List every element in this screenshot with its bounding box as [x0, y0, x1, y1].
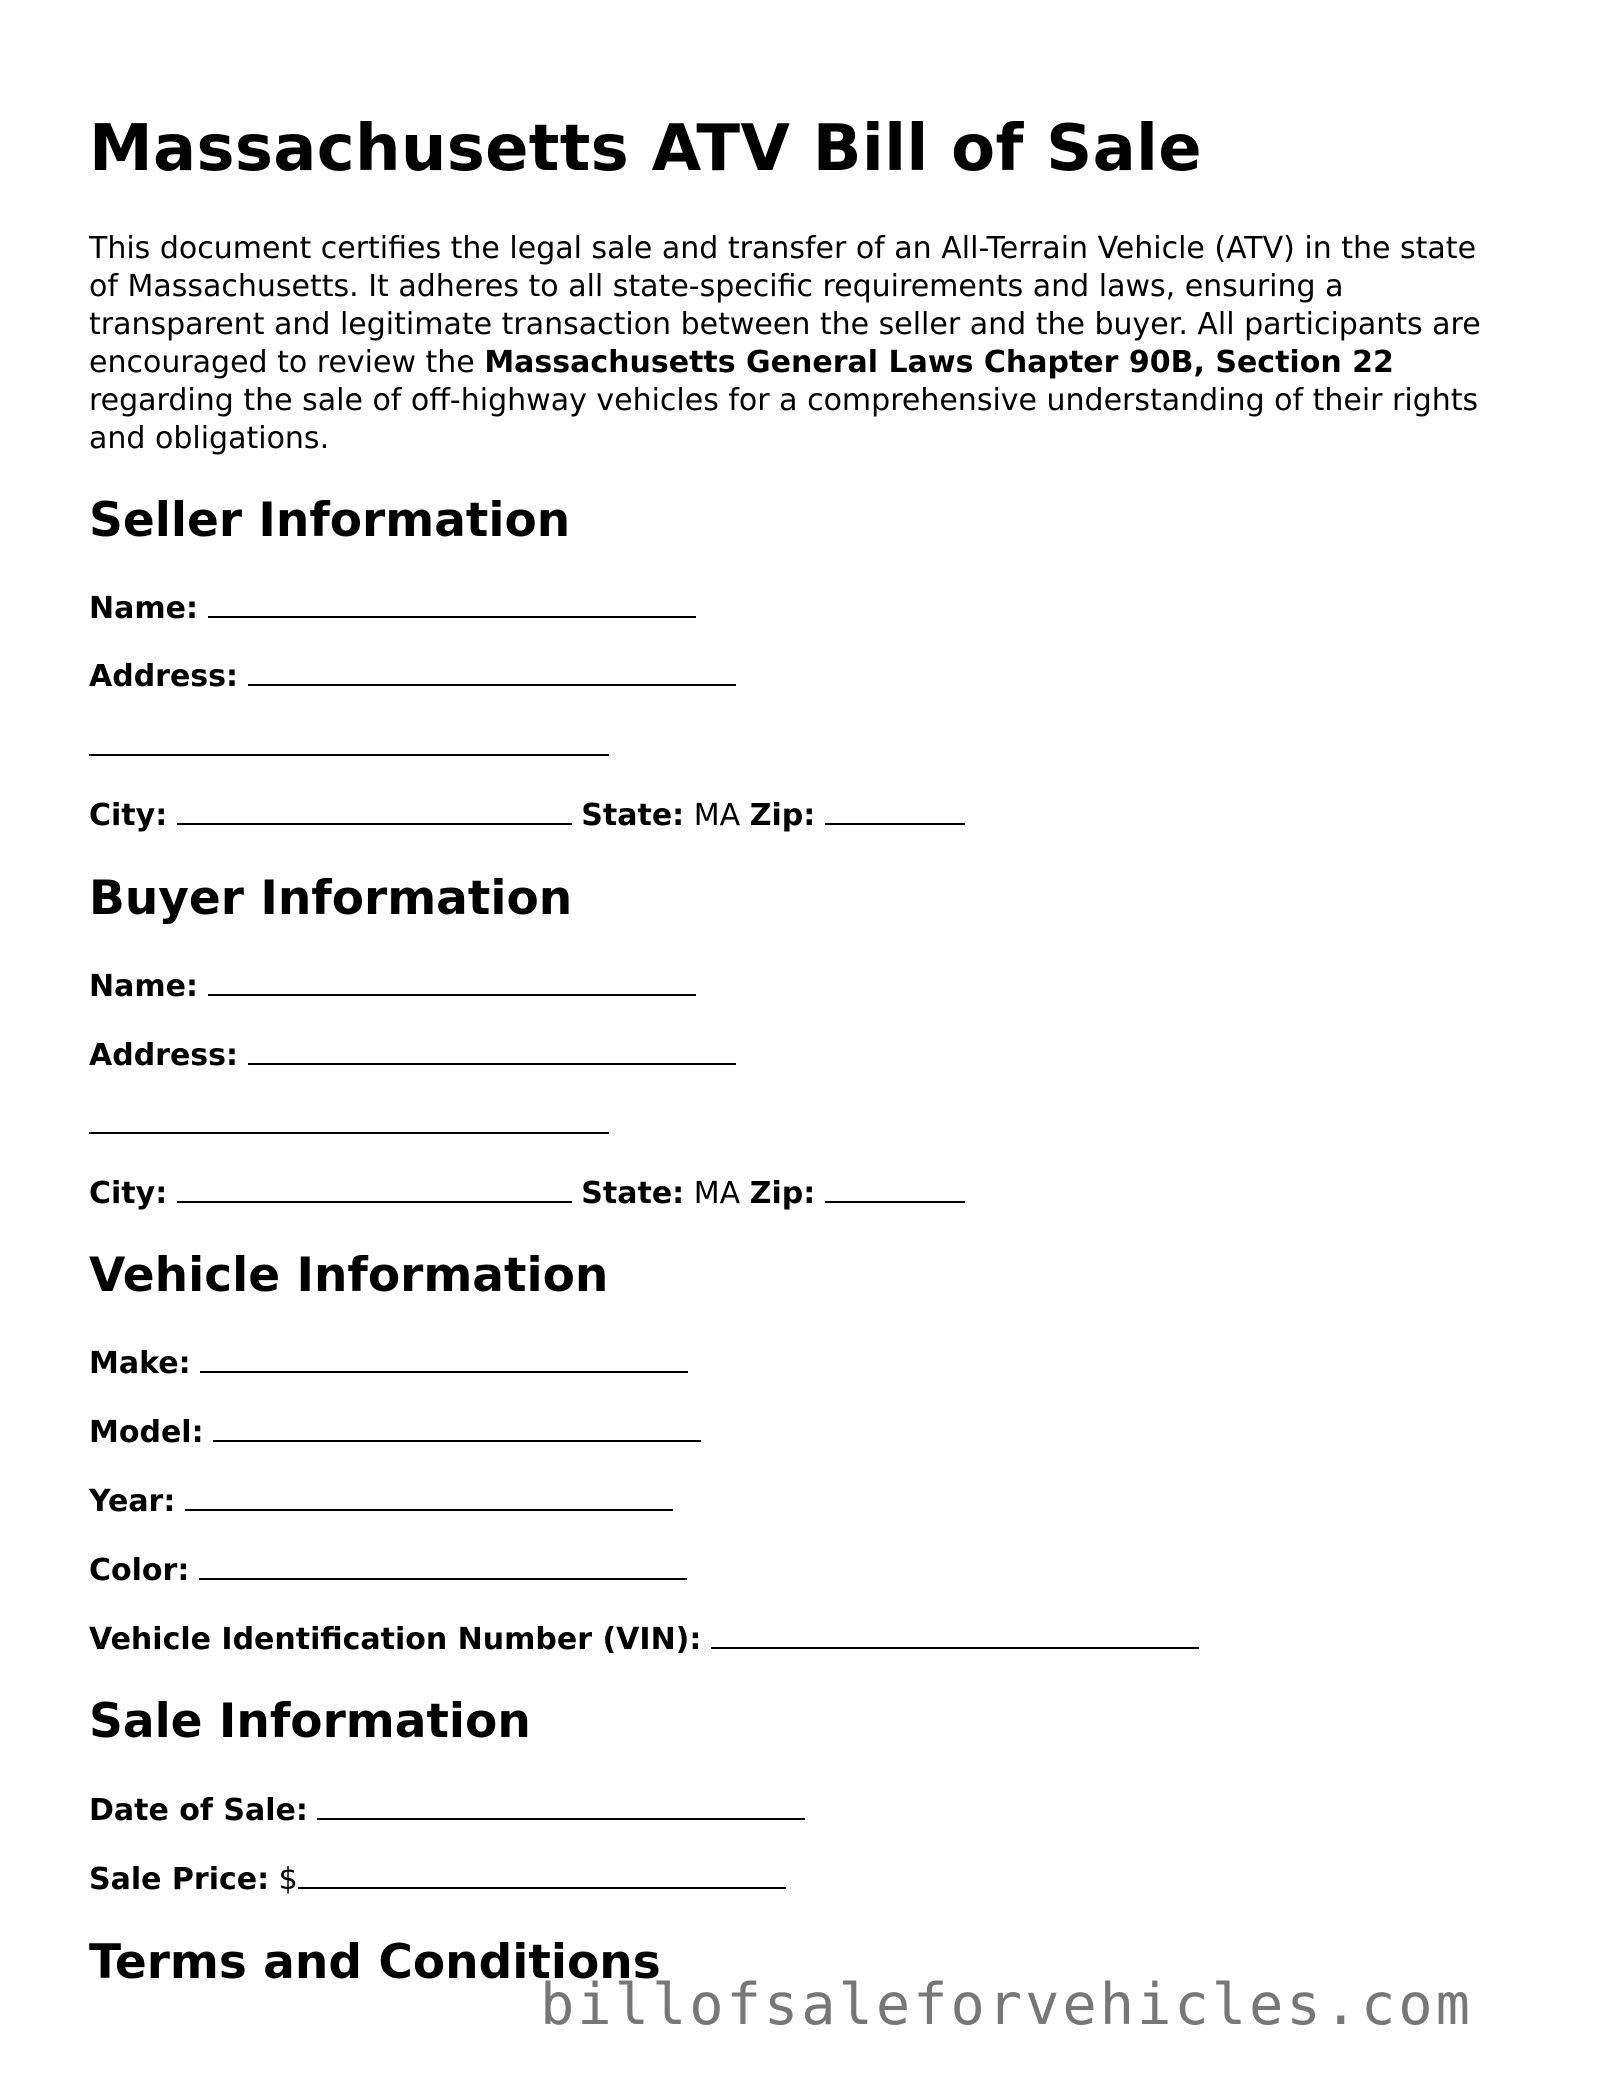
- buyer-zip-label: Zip:: [749, 1176, 816, 1211]
- watermark: billofsaleforvehicles.com: [540, 1972, 1473, 2038]
- vehicle-vin-line[interactable]: [711, 1619, 1199, 1649]
- buyer-address2-line[interactable]: [89, 1104, 609, 1134]
- seller-state-label: State:: [581, 798, 685, 833]
- seller-city-label: City:: [89, 798, 168, 833]
- sale-date-label: Date of Sale:: [89, 1793, 308, 1828]
- seller-city-state-zip: [89, 795, 965, 835]
- buyer-name-label: Name:: [89, 969, 198, 1004]
- buyer-address-label: Address:: [89, 1038, 239, 1073]
- sale-date-line[interactable]: [317, 1790, 805, 1820]
- law-reference: Massachusetts General Laws Chapter 90B, Section 22: [484, 345, 1394, 380]
- buyer-address-line-2: [89, 1104, 609, 1144]
- currency-symbol: $: [278, 1862, 298, 1897]
- intro-text-1: This document certifies the legal sale and transfer of an All-Terrain Vehicle (ATV) in the state of Massachusetts. It adheres to all state-specific requirements and laws, ensuring a transparent and legitimate transaction between the seller and the buyer. All participants are encouraged to review the: [89, 231, 1481, 380]
- buyer-name-line[interactable]: [208, 966, 696, 996]
- vehicle-make-line[interactable]: [200, 1343, 688, 1373]
- vehicle-make-field: [89, 1343, 688, 1383]
- buyer-city-label: City:: [89, 1176, 168, 1211]
- vehicle-model-field: [89, 1412, 701, 1452]
- vehicle-color-line[interactable]: [199, 1550, 687, 1580]
- intro-text-2: regarding the sale of off-highway vehicles for a comprehensive understanding of their rights and obligations.: [89, 383, 1479, 456]
- vehicle-year-field: [89, 1481, 673, 1521]
- vehicle-color-field: [89, 1550, 687, 1590]
- sale-date-field: [89, 1790, 805, 1830]
- seller-zip-label: Zip:: [749, 798, 816, 833]
- seller-city-line[interactable]: [177, 795, 572, 825]
- sale-heading: Sale Information: [89, 1694, 531, 1749]
- buyer-city-line[interactable]: [177, 1173, 572, 1203]
- buyer-zip-line[interactable]: [825, 1173, 965, 1203]
- seller-address-field: [89, 656, 736, 696]
- vehicle-heading: Vehicle Information: [89, 1248, 609, 1303]
- vehicle-year-label: Year:: [89, 1484, 176, 1519]
- buyer-address-line[interactable]: [248, 1035, 736, 1065]
- intro-paragraph: [89, 230, 1509, 458]
- seller-address-label: Address:: [89, 659, 239, 694]
- buyer-city-state-zip: [89, 1173, 965, 1213]
- vehicle-make-label: Make:: [89, 1346, 191, 1381]
- seller-address2-line[interactable]: [89, 726, 609, 756]
- buyer-state-value: MA: [693, 1176, 741, 1211]
- sale-price-field: [89, 1859, 786, 1899]
- seller-address-line-2: [89, 726, 609, 766]
- seller-state-value: MA: [693, 798, 741, 833]
- seller-name-label: Name:: [89, 591, 198, 626]
- vehicle-vin-label: Vehicle Identification Number (VIN):: [89, 1622, 702, 1657]
- vehicle-vin-field: [89, 1619, 1199, 1659]
- vehicle-model-line[interactable]: [213, 1412, 701, 1442]
- vehicle-color-label: Color:: [89, 1553, 190, 1588]
- buyer-heading: Buyer Information: [89, 871, 573, 926]
- seller-name-field: [89, 588, 696, 628]
- buyer-state-label: State:: [581, 1176, 685, 1211]
- seller-address-line[interactable]: [248, 656, 736, 686]
- vehicle-year-line[interactable]: [185, 1481, 673, 1511]
- seller-heading: Seller Information: [89, 493, 571, 548]
- buyer-name-field: [89, 966, 696, 1006]
- seller-zip-line[interactable]: [825, 795, 965, 825]
- vehicle-model-label: Model:: [89, 1415, 204, 1450]
- terms-heading: Terms and Conditions: [89, 1935, 661, 1990]
- sale-price-line[interactable]: [298, 1859, 786, 1889]
- document-title: Massachusetts ATV Bill of Sale: [89, 112, 1202, 186]
- sale-price-label: Sale Price:: [89, 1862, 270, 1897]
- seller-name-line[interactable]: [208, 588, 696, 618]
- buyer-address-field: [89, 1035, 736, 1075]
